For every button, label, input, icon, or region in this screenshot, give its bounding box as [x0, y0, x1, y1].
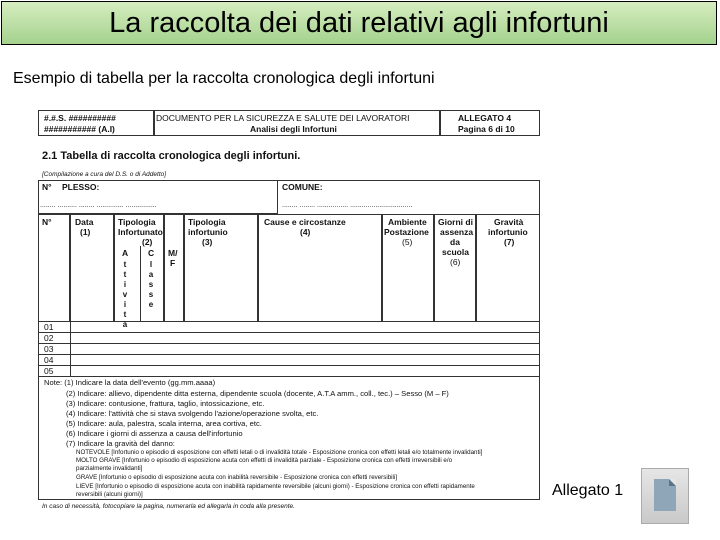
document-icon[interactable]	[641, 468, 689, 524]
col-giorni-label: Giorni di	[438, 217, 473, 227]
col-mf-label2: F	[170, 258, 176, 268]
col-tip-inf-a: A	[122, 248, 129, 258]
attivita-letters: t t i v i t à	[122, 260, 128, 329]
note-line: (2) Indicare: allievo, dipendente ditta esterna, dipendente scuola (docente, A.T.A amm., coll., tec.) – Sesso (M – F)	[66, 389, 449, 398]
col-ambiente-label2: Postazione	[384, 227, 429, 237]
doc-header-center-line1: DOCUMENTO PER LA SICUREZZA E SALUTE DEI LAVORATORI	[156, 113, 410, 123]
col-mf	[164, 214, 184, 322]
col-tip-infortunio-label2: infortunio	[188, 227, 228, 237]
legend-line: GRAVE [Infortunio o episodio di esposizione acuta con inabilità reversibile - Esposizione cronica con effetti reversibili]	[76, 474, 397, 481]
col-giorni-label3: da	[450, 237, 460, 247]
row-number: 04	[44, 355, 54, 365]
legend-line: MOLTO GRAVE [Infortunio o episodio di esposizione acuta con effetti di invalidità parziale - Esposizione cronica con effetti irreversibili e/o	[76, 457, 453, 464]
col-tip-inf-ref: (2)	[142, 237, 153, 247]
col-cause-ref: (4)	[300, 227, 311, 237]
attachment-label: Allegato 1	[552, 482, 624, 499]
col-tip-inf-label: Tipologia	[118, 217, 156, 227]
col-ambiente-label: Ambiente	[388, 217, 427, 227]
col-data-label: Data	[75, 217, 94, 227]
row-number: 03	[44, 344, 54, 354]
doc-header-left-line2: ########### (A.I)	[44, 124, 115, 134]
row-number: 02	[44, 333, 54, 343]
col-giorni-label2: assenza	[440, 227, 474, 237]
plesso-dots: ........ .......... ........ .............. ................	[40, 202, 157, 209]
note-line: (7) Indicare la gravità del danno:	[66, 439, 175, 448]
table-row	[38, 366, 540, 377]
col-tip-infortunio-ref: (3)	[202, 237, 213, 247]
slide-subtitle: Esempio di tabella per la raccolta cronologica degli infortuni	[13, 70, 435, 87]
col-tip-inf-c: C	[148, 248, 155, 258]
note-line: (6) Indicare i giorni di assenza a causa dell'infortunio	[66, 429, 243, 438]
doc-header-center-line2: Analisi degli Infortuni	[250, 124, 337, 134]
table-row	[38, 322, 540, 333]
col-tip-inf-divider	[140, 246, 141, 322]
doc-compile-note: [Compilazione a cura del D.S. o di Addetto]	[42, 171, 167, 178]
col-giorni-ref: (6)	[450, 257, 461, 267]
row-divider	[70, 322, 71, 377]
col-data-ref: (1)	[80, 227, 91, 237]
note-line: (5) Indicare: aula, palestra, scala interna, area cortiva, etc.	[66, 419, 262, 428]
document-scan	[38, 110, 540, 510]
classe-letters: l a s s e	[148, 260, 154, 309]
col-mf-label: M/	[168, 248, 178, 258]
table-row	[38, 333, 540, 344]
plesso-n-label: N°	[42, 182, 52, 192]
legend-line: reversibili (alcuni giorni)]	[76, 491, 143, 498]
col-n	[38, 214, 70, 322]
note-line: (4) Indicare: l'attività che si stava svolgendo l'azione/operazione svolta, etc.	[66, 409, 319, 418]
plesso-label: PLESSO:	[62, 182, 100, 192]
table-row	[38, 344, 540, 355]
col-gravita-ref: (7)	[504, 237, 515, 247]
col-cause-label: Cause e circostanze	[264, 217, 346, 227]
table-row	[38, 355, 540, 366]
doc-section-title: 2.1 Tabella di raccolta cronologica degli infortuni.	[42, 150, 301, 162]
col-gravita-label: Gravità	[494, 217, 524, 227]
document-icon-fold	[669, 479, 676, 486]
comune-dots: ........ ........ ................ ................................	[282, 202, 413, 209]
note-line: (3) Indicare: contusione, frattura, taglio, intossicazione, etc.	[66, 399, 265, 408]
doc-header-right-line1: ALLEGATO 4	[458, 113, 512, 123]
doc-header-right-line2: Pagina 6 di 10	[458, 124, 515, 134]
col-tip-inf-label2: Infortunato	[118, 227, 163, 237]
row-number: 05	[44, 366, 54, 376]
col-data	[70, 214, 114, 322]
legend-line: parzialmente invalidanti]	[76, 465, 143, 472]
doc-header-left-line1: #.#.S. ##########	[44, 113, 116, 123]
col-n-label: N°	[42, 217, 52, 227]
comune-label: COMUNE:	[282, 182, 323, 192]
slide-title: La raccolta dei dati relativi agli infortuni	[109, 6, 609, 39]
legend-line: NOTEVOLE [Infortunio o episodio di esposizione con effetti letali o di invalidità totale - Esposizione cronica con effetti letali e/o totalmente invalidanti]	[76, 449, 483, 456]
legend-line: LIEVE [Infortunio o episodio di esposizione acuta con inabilità rapidamente reversibile (alcuni giorni) - Esposizione cronica con effetti rapidamente	[76, 483, 475, 490]
note-line: Note: (1) Indicare la data dell'evento (gg.mm.aaaa)	[44, 378, 216, 387]
slide-title-bar	[1, 1, 717, 45]
col-cause	[258, 214, 382, 322]
col-ambiente-ref: (5)	[402, 237, 413, 247]
row-number: 01	[44, 322, 54, 332]
col-tip-infortunio-label: Tipologia	[188, 217, 226, 227]
col-gravita-label2: infortunio	[488, 227, 528, 237]
col-giorni-label4: scuola	[442, 247, 469, 257]
doc-footer-note: In caso di necessità, fotocopiare la pagina, numerarla ed allegarla in coda alla presente.	[42, 503, 295, 510]
